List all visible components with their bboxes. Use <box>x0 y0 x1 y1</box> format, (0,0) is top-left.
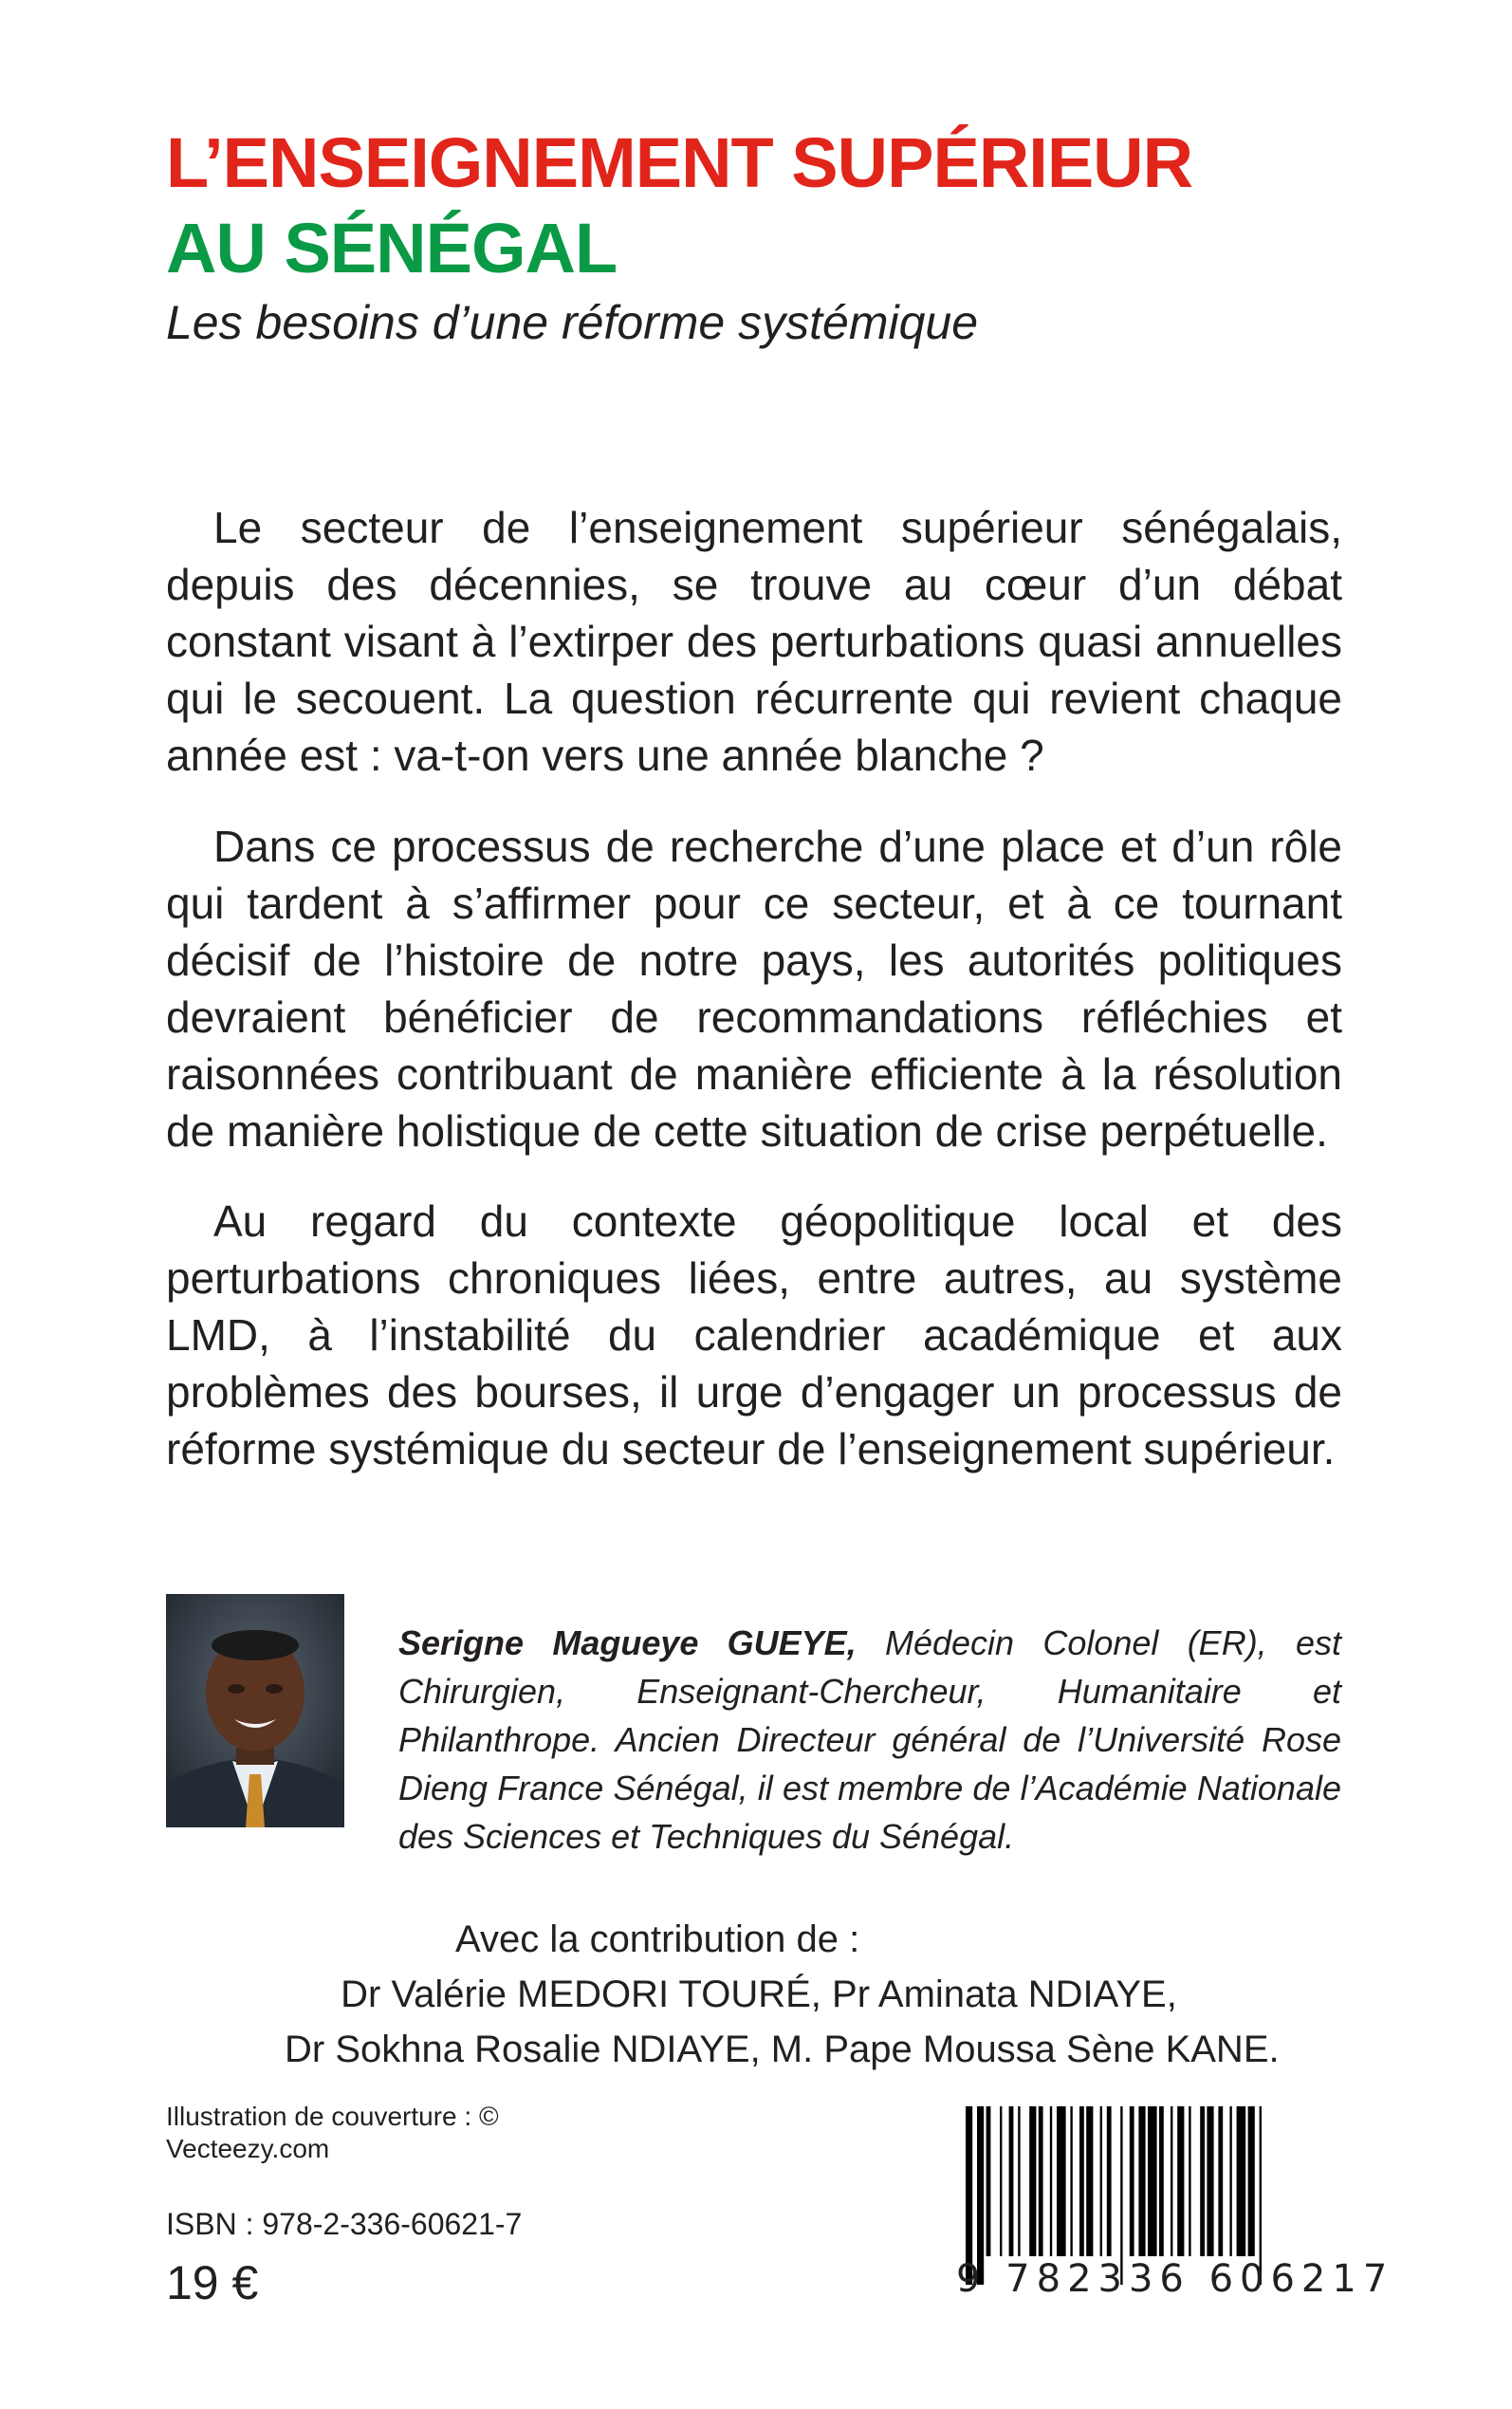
cover-illustration-credit: Illustration de couverture : © Vecteezy.com <box>166 2102 499 2163</box>
barcode-bar <box>1018 2106 1020 2256</box>
barcode-bar <box>1138 2106 1145 2256</box>
author-photo <box>166 1594 344 1827</box>
contributors-line-1: Dr Valérie MEDORI TOURÉ, Pr Aminata NDIAYE, <box>341 1974 1177 2015</box>
barcode-bar <box>1086 2106 1093 2256</box>
barcode-bar <box>1148 2106 1157 2256</box>
barcode-bar <box>1130 2106 1134 2256</box>
barcode-bar <box>1009 2106 1014 2256</box>
blurb-paragraph-1: Le secteur de l’enseignement supérieur sénégalais, depuis des décennies, se trouve au cœur d’un débat constant visant à l’extirper des perturbations quasi annuelles qui le secouent. La question récurrente qui revient chaque année est : va-t-on vers une année blanche ? <box>166 503 1342 780</box>
barcode-bar <box>1177 2106 1184 2256</box>
barcode-bar <box>1207 2106 1213 2256</box>
barcode-bar <box>986 2106 991 2256</box>
barcode-bar <box>1100 2106 1102 2256</box>
barcode-digits: 9 782336 606217 <box>956 2257 1394 2301</box>
barcode-bar <box>1200 2106 1205 2256</box>
barcode-bar <box>1171 2106 1172 2256</box>
isbn: ISBN : 978-2-336-60621-7 <box>166 2207 523 2241</box>
barcode-bar <box>1057 2106 1066 2256</box>
barcode-bar <box>1070 2106 1072 2256</box>
author-portrait-icon <box>166 1594 344 1827</box>
contributors-line-2: Dr Sokhna Rosalie NDIAYE, M. Pape Moussa Sène KANE. <box>285 2029 1280 2070</box>
barcode-bar <box>1107 2106 1112 2256</box>
barcode-bar <box>1248 2106 1255 2256</box>
barcode-bar <box>1218 2106 1223 2256</box>
barcode-bar <box>1039 2106 1043 2256</box>
barcode-bar <box>1229 2106 1231 2256</box>
barcode-bar <box>1050 2106 1052 2256</box>
barcode-bar <box>1000 2106 1002 2256</box>
barcode-bar <box>1029 2106 1036 2256</box>
barcode-bar <box>1159 2106 1164 2256</box>
author-name: Serigne Magueye GUEYE, <box>398 1623 857 1662</box>
author-bio-text: Médecin Colonel (ER), est Chirurgien, Enseignant-Chercheur, Humanitaire et Philanthrope. Ancien Directeur général de l’Université Rose Dieng France Sénégal, il est membre de l’Académie Nationale des Sciences et Techniques du Sénégal. <box>398 1623 1341 1856</box>
blurb-paragraph-2: Dans ce processus de recherche d’une place et d’un rôle qui tardent à s’affirmer pour ce secteur, et à ce tournant décisif de l’histoire de notre pays, les autorités politiques devraient bénéficier de recommandations réfléchies et raisonnées contribuant de manière efficiente à la résolution de manière holistique de cette situation de crise perpétuelle. <box>166 822 1342 1156</box>
barcode-bar <box>1079 2106 1084 2256</box>
subtitle: Les besoins d’une réforme systémique <box>166 296 979 349</box>
author-bio <box>398 1619 1341 1861</box>
blurb-paragraph-3: Au regard du contexte géopolitique local et des perturbations chroniques liées, entre autres, au système LMD, à l’instabilité du calendrier académique et aux problèmes des bourses, il urge d’engager un processus de réforme systémique du secteur de l’enseignement supérieur. <box>166 1196 1342 1473</box>
barcode-bar <box>1237 2106 1246 2256</box>
contribution-heading: Avec la contribution de : <box>455 1918 860 1960</box>
title-line-2: AU SÉNÉGAL <box>166 209 618 287</box>
title-line-1: L’ENSEIGNEMENT SUPÉRIEUR <box>166 123 1193 202</box>
price: 19 € <box>166 2256 259 2309</box>
barcode-bar <box>1189 2106 1190 2256</box>
